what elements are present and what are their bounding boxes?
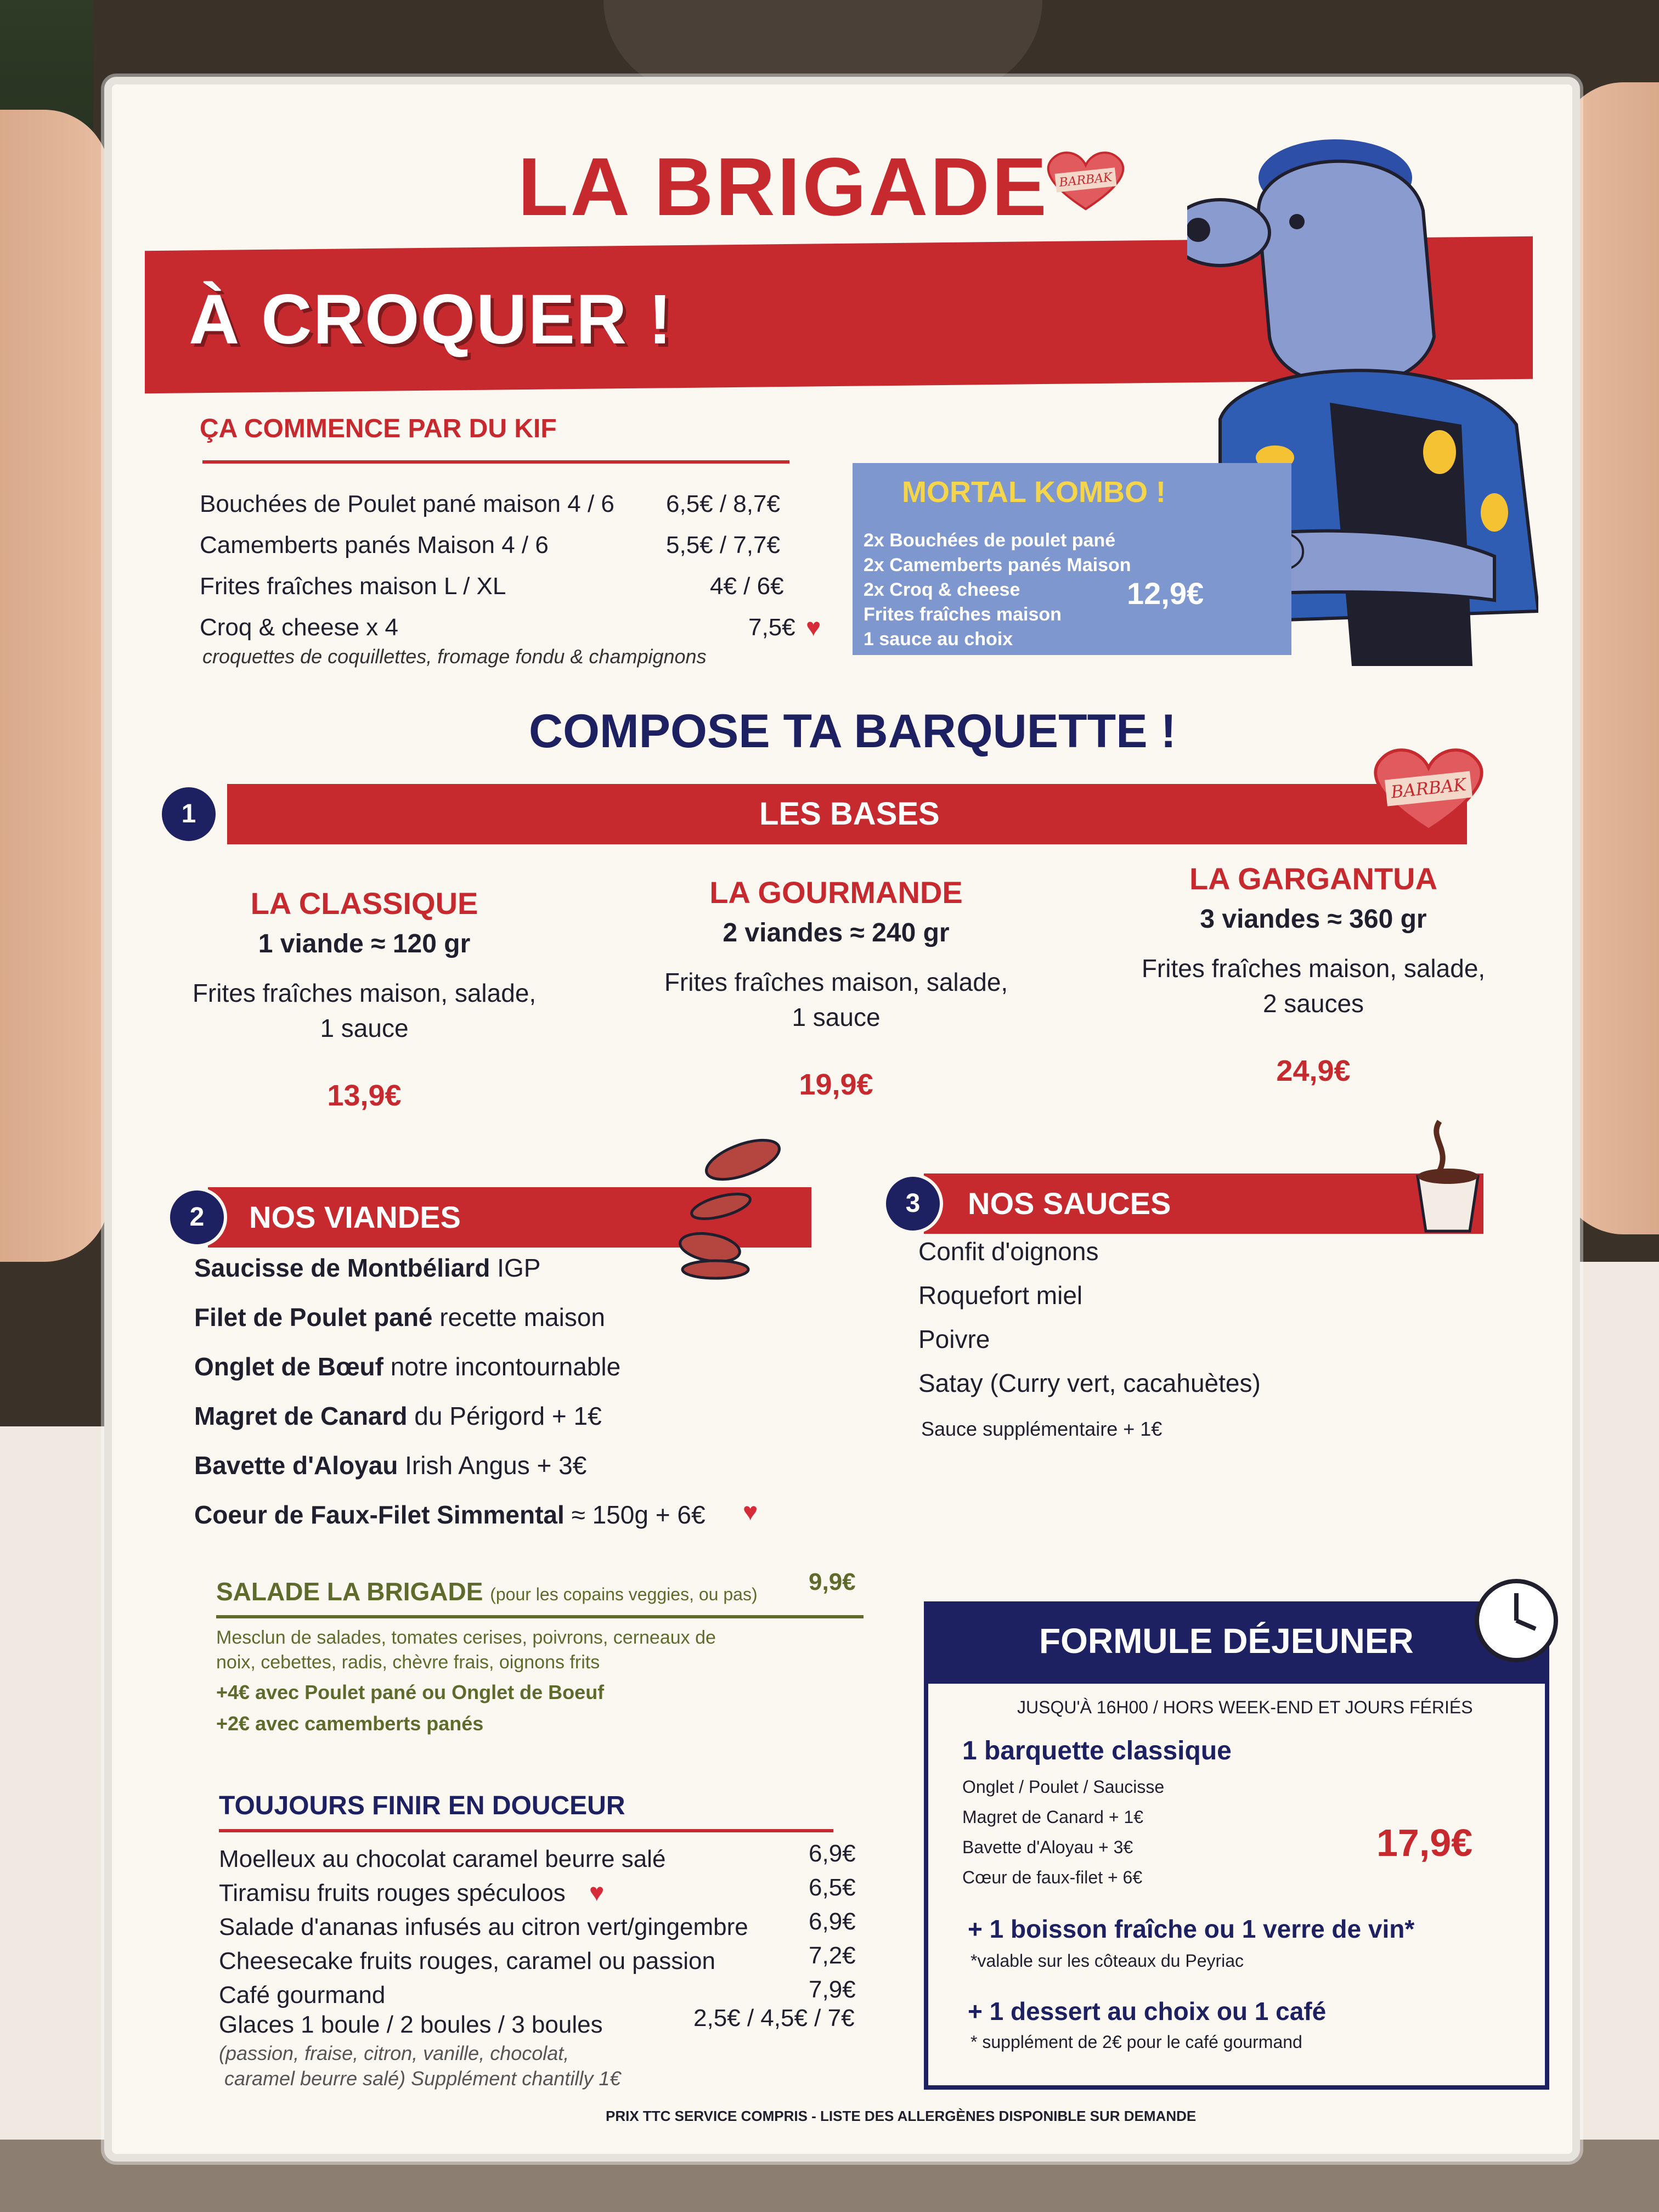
base-desc: 1 sauce bbox=[320, 1014, 409, 1042]
dessert-item-price: 6,5€ bbox=[809, 1874, 856, 1901]
dessert-note: caramel beurre salé) Supplément chantilly 1€ bbox=[224, 2067, 621, 2090]
starter-item-price: 4€ / 6€ bbox=[710, 573, 784, 600]
base-price: 19,9€ bbox=[799, 1068, 873, 1101]
base-name: LA CLASSIQUE bbox=[250, 886, 478, 921]
dessert-item-price: 2,5€ / 4,5€ / 7€ bbox=[693, 2005, 855, 2032]
meat-item: Onglet de Bœuf notre incontournable bbox=[194, 1352, 621, 1381]
bases-label: LES BASES bbox=[759, 796, 940, 832]
formule-option: Magret de Canard + 1€ bbox=[962, 1807, 1143, 1827]
formule-dessert: + 1 dessert au choix ou 1 café bbox=[968, 1997, 1327, 2025]
croquer-title: À CROQUER ! bbox=[189, 280, 673, 359]
kombo-price: 12,9€ bbox=[1127, 576, 1204, 611]
starter-item-name: Bouchées de Poulet pané maison 4 / 6 bbox=[200, 490, 614, 517]
base-weight: 2 viandes ≈ 240 gr bbox=[723, 918, 950, 947]
dessert-item-name: Cheesecake fruits rouges, caramel ou passion bbox=[219, 1948, 715, 1974]
heart-icon: ♥ bbox=[806, 613, 821, 641]
starters-underline bbox=[202, 460, 789, 464]
starters-title: ÇA COMMENCE PAR DU KIF bbox=[200, 414, 557, 443]
formule-title: FORMULE DÉJEUNER bbox=[1039, 1621, 1414, 1661]
sauce-item: Roquefort miel bbox=[918, 1281, 1083, 1310]
kombo-line: 2x Camemberts panés Maison bbox=[864, 555, 1131, 575]
meat-item: Saucisse de Montbéliard IGP bbox=[194, 1254, 541, 1282]
heart-badge-icon bbox=[1039, 148, 1132, 213]
meat-slices-icon bbox=[677, 1138, 787, 1280]
svg-text:BARBAK: BARBAK bbox=[1058, 170, 1113, 190]
svg-text:BARBAK: BARBAK bbox=[1390, 775, 1468, 803]
base-desc: Frites fraîches maison, salade, bbox=[1141, 954, 1486, 983]
sauce-item: Satay (Curry vert, cacahuètes) bbox=[918, 1369, 1261, 1397]
dessert-item-name: Tiramisu fruits rouges spéculoos bbox=[219, 1880, 566, 1906]
dessert-item-price: 7,2€ bbox=[809, 1942, 856, 1969]
compose-title: COMPOSE TA BARQUETTE ! bbox=[529, 705, 1177, 758]
kombo-line: Frites fraîches maison bbox=[864, 604, 1062, 625]
base-desc: Frites fraîches maison, salade, bbox=[664, 968, 1008, 996]
desserts-title: TOUJOURS FINIR EN DOUCEUR bbox=[219, 1791, 625, 1820]
salade-desc: noix, cebettes, radis, chèvre frais, oignons frits bbox=[216, 1652, 600, 1673]
base-price: 24,9€ bbox=[1276, 1054, 1351, 1087]
kombo-line: 2x Croq & cheese bbox=[864, 579, 1020, 600]
kombo-line: 1 sauce au choix bbox=[864, 629, 1013, 650]
formule-drink-note: *valable sur les côteaux du Peyriac bbox=[970, 1951, 1244, 1971]
clock-icon bbox=[1472, 1577, 1560, 1664]
base-gourmande bbox=[644, 874, 1028, 1102]
base-name: LA GARGANTUA bbox=[1189, 861, 1438, 896]
base-name: LA GOURMANDE bbox=[709, 875, 963, 910]
salade-price: 9,9€ bbox=[809, 1568, 856, 1595]
step-number: 2 bbox=[167, 1187, 227, 1248]
dessert-item-price: 6,9€ bbox=[809, 1908, 856, 1935]
formule-subtitle: JUSQU'À 16H00 / HORS WEEK-END ET JOURS FÉRIÉS bbox=[1017, 1697, 1473, 1717]
left-hand bbox=[0, 110, 110, 1262]
starter-item-name: Croq & cheese x 4 bbox=[200, 614, 398, 641]
sauce-extra: Sauce supplémentaire + 1€ bbox=[921, 1418, 1163, 1440]
formule-option: Cœur de faux-filet + 6€ bbox=[962, 1867, 1143, 1887]
formule-dessert-note: * supplément de 2€ pour le café gourmand bbox=[970, 2032, 1302, 2052]
dessert-item-name: Salade d'ananas infusés au citron vert/gingembre bbox=[219, 1914, 748, 1940]
sauce-item: Confit d'oignons bbox=[918, 1237, 1099, 1266]
base-classique bbox=[172, 885, 556, 1113]
right-sleeve bbox=[1580, 1262, 1659, 2212]
step-number: 1 bbox=[159, 784, 219, 844]
dessert-item-price: 7,9€ bbox=[809, 1976, 856, 2003]
base-gargantua bbox=[1116, 861, 1511, 1088]
meats-label: NOS VIANDES bbox=[249, 1200, 461, 1234]
salade-addon: +4€ avec Poulet pané ou Onglet de Boeuf bbox=[216, 1681, 605, 1703]
formule-main: 1 barquette classique bbox=[962, 1736, 1232, 1765]
heart-icon: ♥ bbox=[589, 1878, 605, 1906]
heart-badge-icon bbox=[1357, 743, 1500, 836]
footer-note: PRIX TTC SERVICE COMPRIS - LISTE DES ALLERGÈNES DISPONIBLE SUR DEMANDE bbox=[606, 2108, 1197, 2124]
base-desc: Frites fraîches maison, salade, bbox=[192, 979, 537, 1007]
starter-item-note: croquettes de coquillettes, fromage fondu & champignons bbox=[202, 645, 707, 668]
meat-item: Filet de Poulet pané recette maison bbox=[194, 1303, 605, 1331]
starter-item-price: 6,5€ / 8,7€ bbox=[666, 490, 780, 517]
step-number: 3 bbox=[883, 1173, 943, 1234]
dessert-item-name: Moelleux au chocolat caramel beurre salé bbox=[219, 1846, 666, 1872]
kombo-title: MORTAL KOMBO ! bbox=[902, 476, 1166, 509]
salade-desc: Mesclun de salades, tomates cerises, poivrons, cerneaux de bbox=[216, 1627, 716, 1648]
formule-option: Onglet / Poulet / Saucisse bbox=[962, 1777, 1165, 1797]
meat-item: Bavette d'Aloyau Irish Angus + 3€ bbox=[194, 1451, 587, 1480]
dessert-item-name: Café gourmand bbox=[219, 1982, 386, 2008]
salade-addon: +2€ avec camemberts panés bbox=[216, 1712, 484, 1735]
desserts-underline bbox=[219, 1829, 833, 1832]
dessert-item-name: Glaces 1 boule / 2 boules / 3 boules bbox=[219, 2011, 603, 2038]
dessert-note: (passion, fraise, citron, vanille, chocolat, bbox=[219, 2042, 569, 2064]
formule-option: Bavette d'Aloyau + 3€ bbox=[962, 1837, 1133, 1857]
sauces-label: NOS SAUCES bbox=[968, 1186, 1171, 1221]
heart-icon: ♥ bbox=[743, 1497, 758, 1526]
base-desc: 1 sauce bbox=[792, 1003, 881, 1031]
meat-item: Magret de Canard du Périgord + 1€ bbox=[194, 1402, 602, 1430]
starter-item-name: Camemberts panés Maison 4 / 6 bbox=[200, 532, 549, 558]
base-price: 13,9€ bbox=[327, 1079, 402, 1112]
salade-underline bbox=[216, 1615, 864, 1618]
starter-item-name: Frites fraîches maison L / XL bbox=[200, 573, 506, 600]
salade-title: SALADE LA BRIGADE (pour les copains veggies, ou pas) bbox=[216, 1577, 758, 1606]
sauce-cup-icon bbox=[1407, 1116, 1489, 1237]
formule-price: 17,9€ bbox=[1376, 1821, 1473, 1864]
sauce-item: Poivre bbox=[918, 1325, 990, 1353]
formule-drink: + 1 boisson fraîche ou 1 verre de vin* bbox=[968, 1915, 1415, 1943]
kombo-line: 2x Bouchées de poulet pané bbox=[864, 530, 1116, 551]
brand-title: LA BRIGADE bbox=[518, 140, 1049, 233]
menu-sheet bbox=[104, 77, 1580, 2162]
base-weight: 3 viandes ≈ 360 gr bbox=[1200, 905, 1427, 934]
starter-item-price: 7,5€ bbox=[748, 614, 795, 641]
base-weight: 1 viande ≈ 120 gr bbox=[258, 929, 471, 958]
starter-item-price: 5,5€ / 7,7€ bbox=[666, 532, 780, 558]
meat-item: Coeur de Faux-Filet Simmental ≈ 150g + 6€ bbox=[194, 1500, 706, 1529]
dessert-item-price: 6,9€ bbox=[809, 1840, 856, 1867]
base-desc: 2 sauces bbox=[1262, 989, 1364, 1018]
